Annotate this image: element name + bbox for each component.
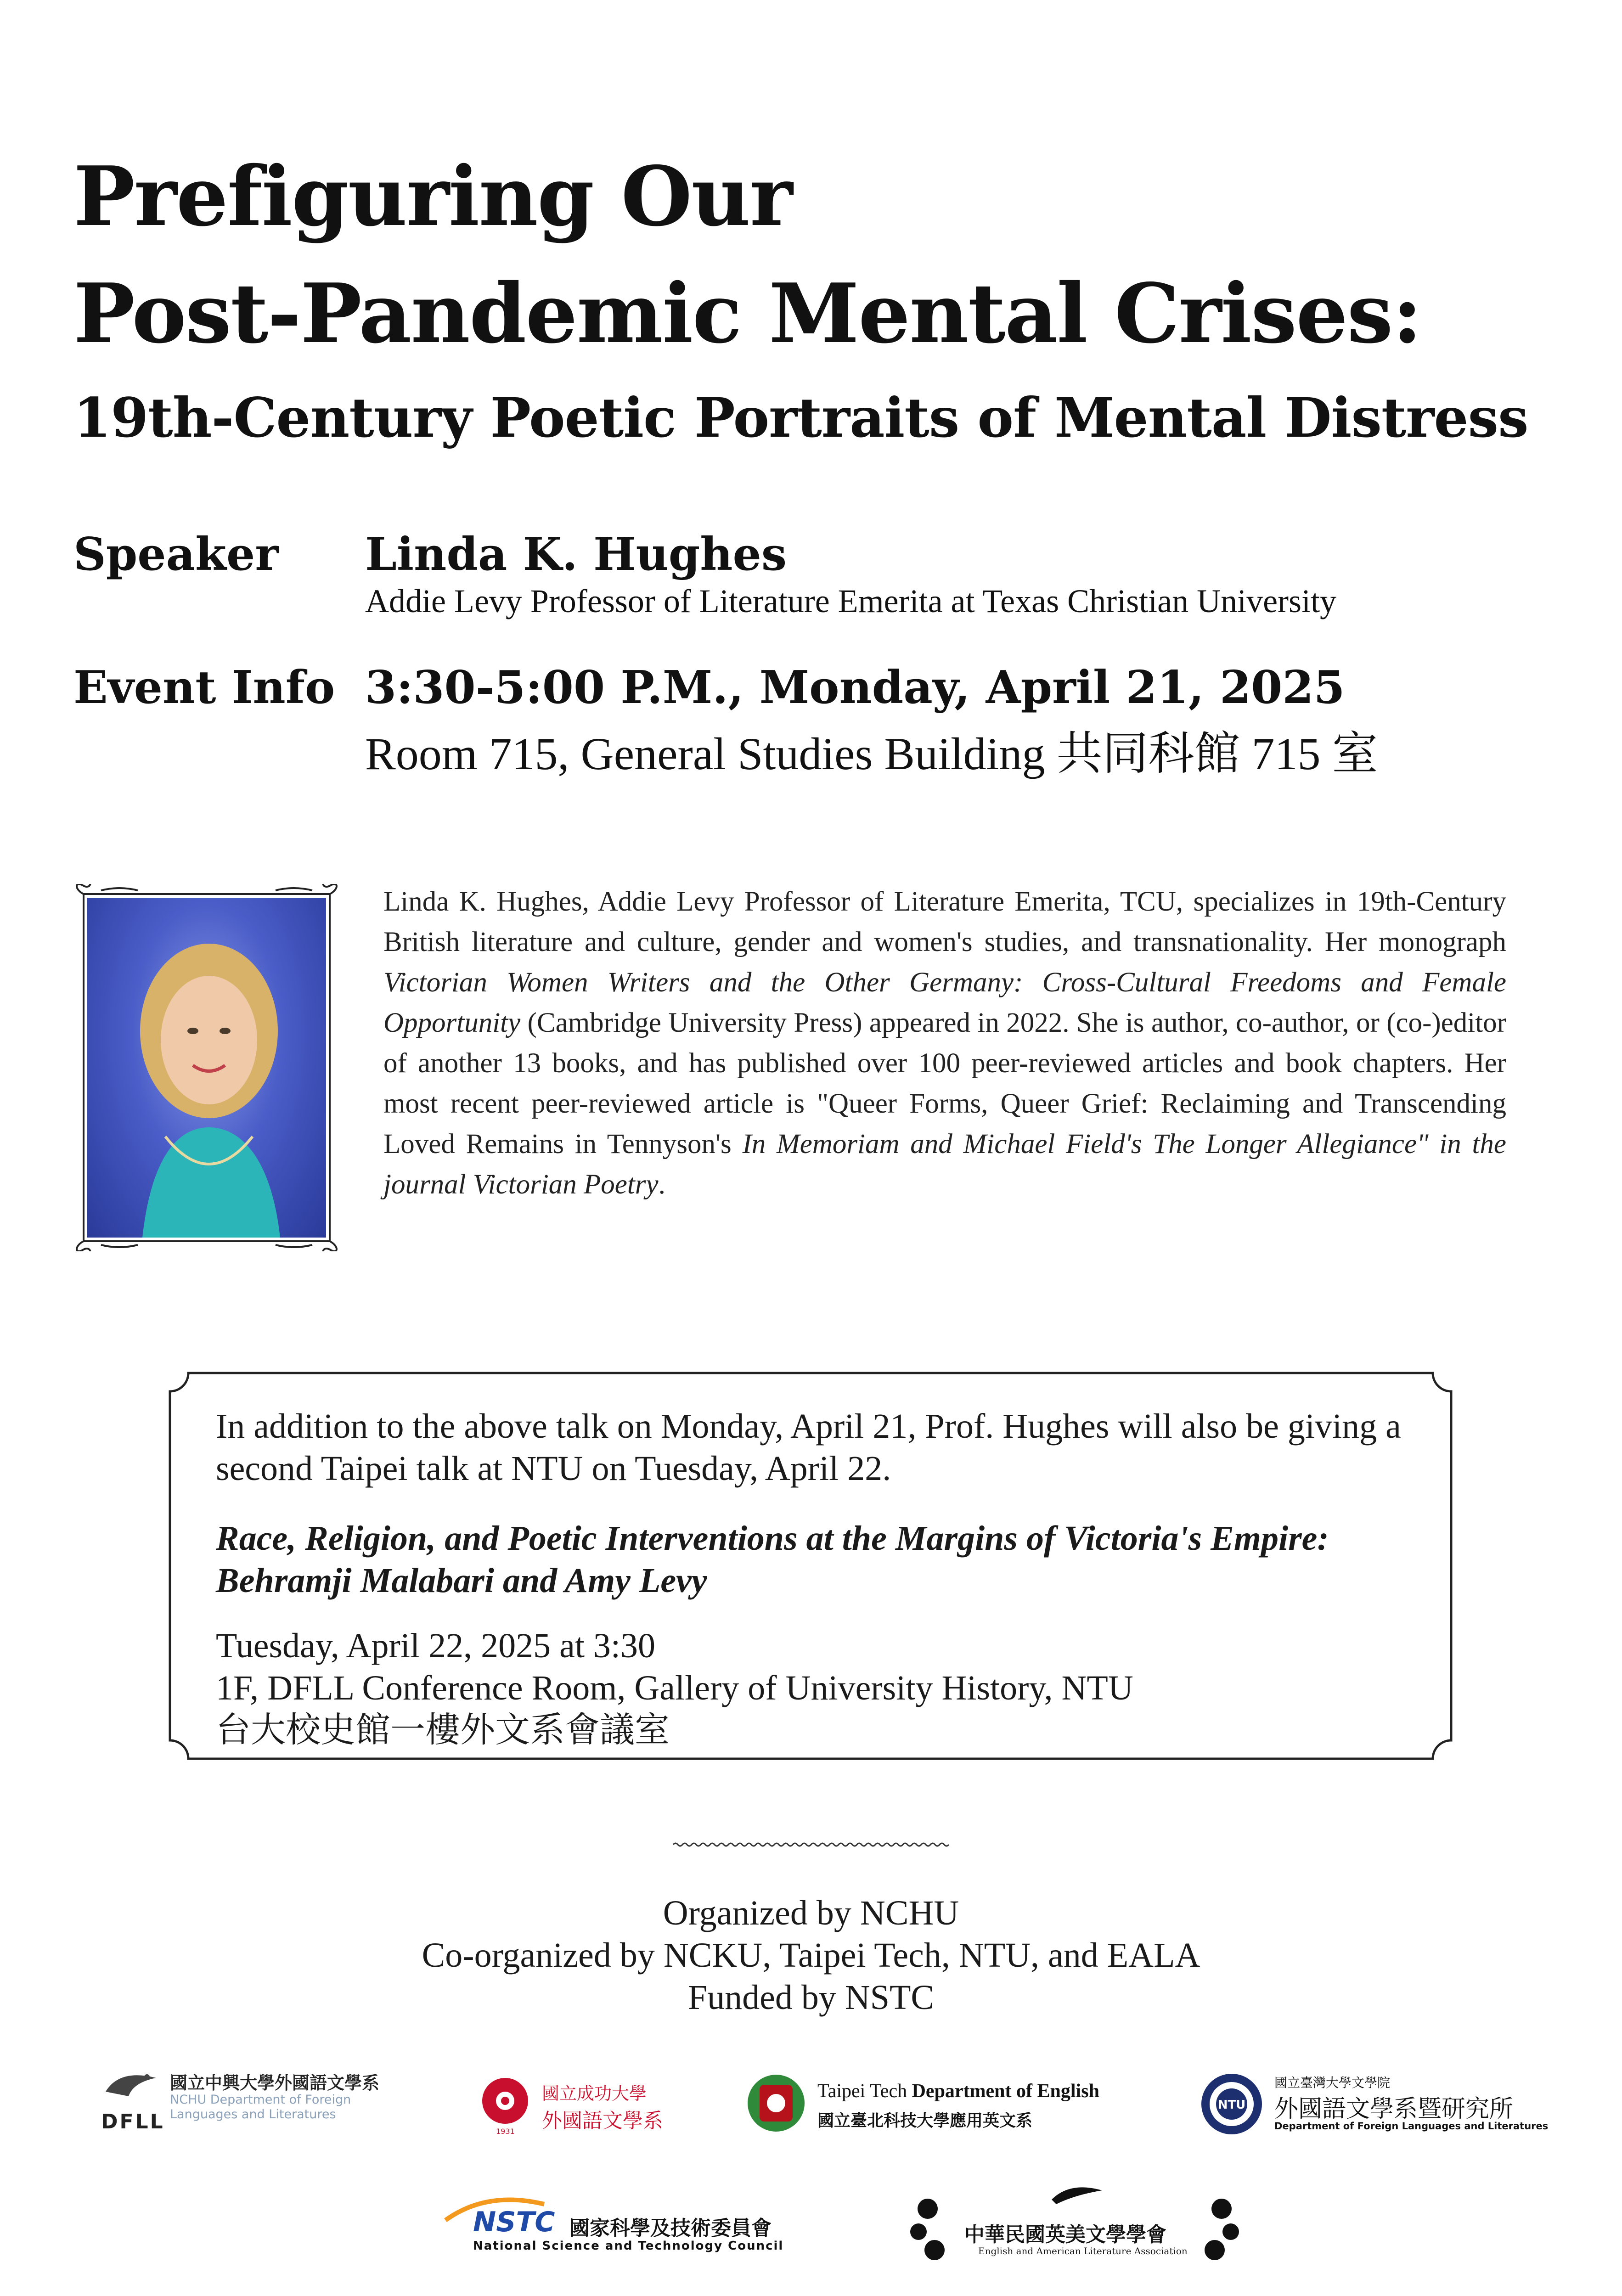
ncku-year: 1931 bbox=[496, 2127, 515, 2136]
taipeitech-emblem-icon bbox=[744, 2071, 808, 2135]
ncku-logo bbox=[478, 2076, 689, 2144]
title-line-2: Post-Pandemic Mental Crises: bbox=[73, 265, 1422, 361]
taipeitech-logo bbox=[744, 2071, 1139, 2140]
speaker-photo-frame bbox=[73, 884, 340, 1251]
nchu-bird-icon bbox=[101, 2064, 161, 2105]
bio-end: . bbox=[658, 1169, 665, 1200]
eala-logo bbox=[900, 2181, 1249, 2273]
speaker-portrait-icon bbox=[87, 898, 326, 1238]
speaker-label: Speaker bbox=[73, 528, 279, 581]
event-time: 3:30-5:00 P.M., Monday, April 21, 2025 bbox=[365, 661, 1345, 714]
ncku-name-zh-2: 外國語文學系 bbox=[542, 2109, 663, 2133]
organized-by: Organized by NCHU bbox=[663, 1894, 959, 1932]
ntu-logo bbox=[1199, 2071, 1548, 2140]
nchu-dfll-logo bbox=[101, 2064, 422, 2142]
taipeitech-name-zh: 國立臺北科技大學應用英文系 bbox=[817, 2111, 1033, 2130]
nstc-name-en: National Science and Technology Council bbox=[473, 2239, 784, 2253]
bio-text-2: (Cambridge University Press) appeared in 2022. She is author, co-author, or (co-)editor of another 13 books, and has published over 100 peer-reviewed articles and book chapters. Her most recent peer-reviewed article is "Queer Forms, Queer Grief: Reclaiming and Transcending Loved Remains in Tennyson's bbox=[383, 1007, 1506, 1159]
taipeitech-name-en-b: Department of English bbox=[912, 2081, 1099, 2102]
page-title bbox=[73, 138, 1566, 372]
speaker-bio bbox=[383, 882, 1506, 1205]
second-talk-details bbox=[216, 1625, 1419, 1751]
bio-text-1: Linda K. Hughes, Addie Levy Professor of Literature Emerita, TCU, specializes in 19th-Century British literature and culture, gender and women's studies, and transnationality. Her monograph bbox=[383, 886, 1506, 957]
second-talk-box bbox=[161, 1364, 1460, 1768]
page-subtitle: 19th-Century Poetic Portraits of Mental Distress bbox=[73, 386, 1528, 450]
ntu-name-en: Department of Foreign Languages and Literatures bbox=[1274, 2121, 1549, 2132]
nchu-name-en-1: NCHU Department of Foreign bbox=[170, 2093, 351, 2107]
eala-name-zh: 中華民國英美文學學會 bbox=[964, 2223, 1166, 2246]
nchu-name-zh: 國立中興大學外國語文學系 bbox=[170, 2073, 380, 2093]
second-talk-venue-zh: 台大校史館一樓外文系會議室 bbox=[216, 1711, 670, 1750]
ncku-emblem-icon bbox=[478, 2076, 533, 2135]
nstc-name-zh: 國家科學及技術委員會 bbox=[569, 2217, 772, 2240]
speaker-affiliation: Addie Levy Professor of Literature Emerita at Texas Christian University bbox=[365, 583, 1337, 619]
ntu-seal-icon bbox=[1199, 2071, 1267, 2140]
second-talk-intro: In addition to the above talk on Monday, April 21, Prof. Hughes will also be giving a second Taipei talk at NTU on Tuesday, April 22. bbox=[216, 1407, 1401, 1488]
ntu-name-zh-2: 外國語文學系暨研究所 bbox=[1274, 2095, 1514, 2123]
taipeitech-name-en-a: Taipei Tech bbox=[817, 2081, 912, 2102]
event-room: Room 715, General Studies Building 共同科館 715 室 bbox=[365, 728, 1378, 779]
taipeitech-name-en bbox=[817, 2080, 1099, 2102]
organizers bbox=[0, 1892, 1622, 2019]
wavy-divider-icon bbox=[673, 1841, 949, 1848]
eala-name-en: English and American Literature Association bbox=[978, 2245, 1188, 2257]
nstc-abbr: NSTC bbox=[473, 2206, 555, 2238]
ncku-name-zh-1: 國立成功大學 bbox=[542, 2083, 647, 2104]
ntu-seal-text: NTU bbox=[1217, 2098, 1246, 2112]
funded-by: Funded by NSTC bbox=[687, 1978, 935, 2017]
nchu-abbr: DFLL bbox=[101, 2110, 165, 2133]
nchu-name-en bbox=[170, 2093, 351, 2122]
second-talk-date: Tuesday, April 22, 2025 at 3:30 bbox=[216, 1626, 656, 1665]
ntu-name-zh-1: 國立臺灣大學文學院 bbox=[1274, 2075, 1391, 2090]
second-talk-content bbox=[216, 1405, 1419, 1751]
speaker-name: Linda K. Hughes bbox=[365, 528, 787, 581]
title-line-1: Prefiguring Our bbox=[73, 148, 792, 244]
second-talk-title: Race, Religion, and Poetic Interventions at the Margins of Victoria's Empire: Behramji Malabari and Amy Levy bbox=[216, 1519, 1329, 1600]
speaker-photo bbox=[87, 898, 326, 1238]
bio-article-tail: In Memoriam and Michael Field's The Longer Allegiance" in the journal Victorian Poetry bbox=[383, 1129, 1506, 1200]
bio-book-title: Victorian Women Writers and the Other Germany: Cross-Cultural Freedoms and Female Opportunity bbox=[383, 967, 1506, 1038]
event-label: Event Info bbox=[73, 661, 335, 714]
nchu-name-en-2: Languages and Literatures bbox=[170, 2107, 336, 2122]
nstc-logo bbox=[441, 2195, 817, 2255]
second-talk-venue: 1F, DFLL Conference Room, Gallery of University History, NTU bbox=[216, 1669, 1133, 1707]
co-organized-by: Co-organized by NCKU, Taipei Tech, NTU, and EALA bbox=[422, 1936, 1200, 1975]
